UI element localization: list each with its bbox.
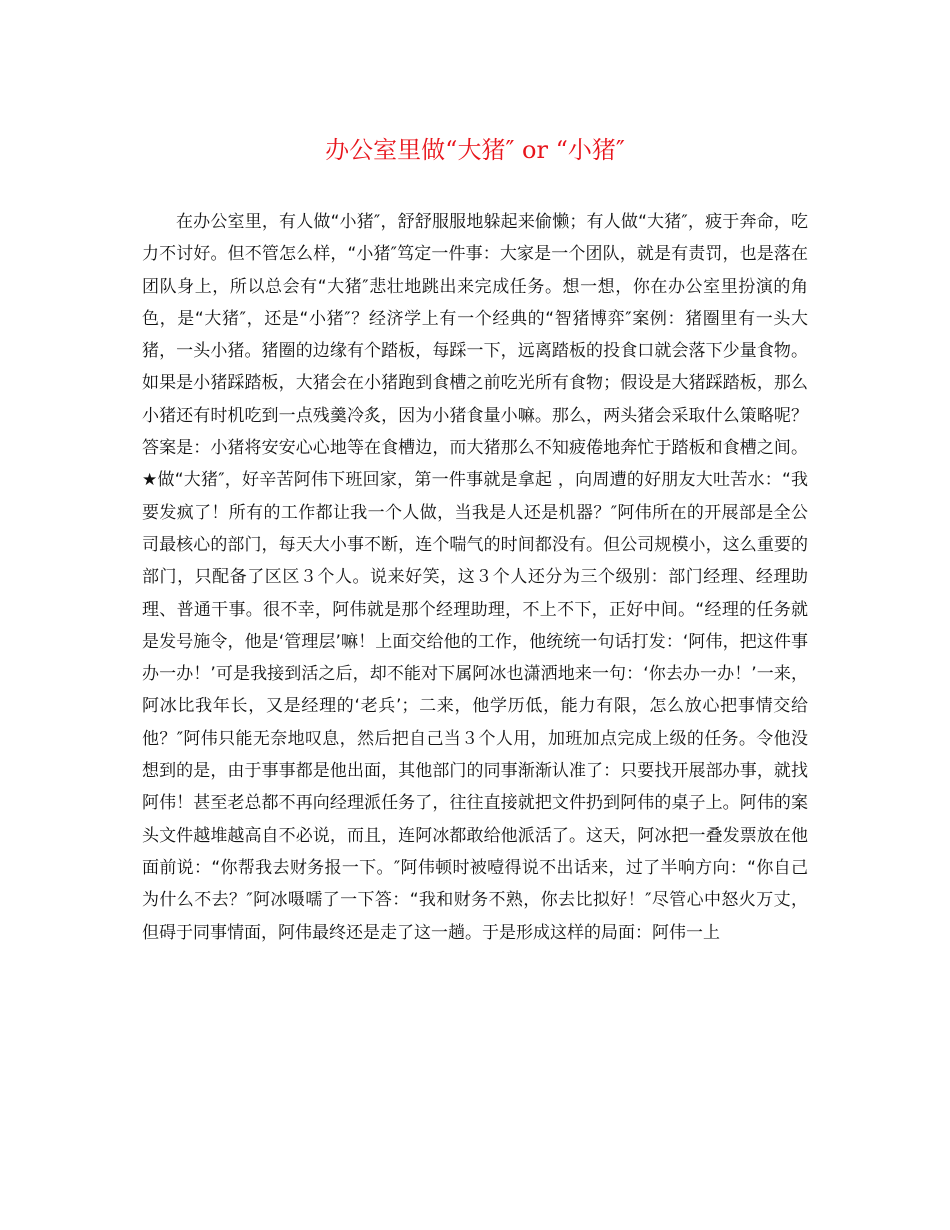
document-paragraph: 在办公室里，有人做“小猪″，舒舒服服地躲起来偷懒；有人做“大猪″，疲于奔命，吃力不讨好。但不管怎么样，“小猪″笃定一件事：大家是一个团队，就是有责罚，也是落在团队身上，所以总会有“大猪″悲壮地跳出来完成任务。想一想，你在办公室里扮演的角色，是“大猪″，还是“小猪″？经济学上有一个经典的“智猪博弈″案例：猪圈里有一头大猪，一头小猪。猪圈的边缘有个踏板，每踩一下，远离踏板的投食口就会落下少量食物。如果是小猪踩踏板，大猪会在小猪跑到食槽之前吃光所有食物；假设是大猪踩踏板，那么小猪还有时机吃到一点残羹冷炙，因为小猪食量小嘛。那么，两头猪会采取什么策略呢？答案是：小猪将安安心心地等在食槽边，而大猪那么不知疲倦地奔忙于踏板和食槽之间。★做“大猪″，好辛苦阿伟下班回家，第一件事就是拿起 ，向周遭的好朋友大吐苦水：“我要发疯了！所有的工作都让我一个人做，当我是人还是机器？″阿伟所在的开展部是全公司最核心的部门，每天大小事不断，连个喘气的时间都没有。但公司规模小，这么重要的部门，只配备了区区３个人。说来好笑，这３个人还分为三个级别：部门经理、经理助理、普通干事。很不幸，阿伟就是那个经理助理，不上不下，正好中间。“经理的任务就是发号施令，他是‘管理层’嘛！上面交给他的工作，他统统一句话打发：‘阿伟，把这件事办一办！’可是我接到活之后，却不能对下属阿冰也潇洒地来一句：‘你去办一办！’一来，阿冰比我年长，又是经理的‘老兵’；二来，他学历低，能力有限，怎么放心把事情交给他？″阿伟只能无奈地叹息，然后把自己当３个人用，加班加点完成上级的任务。令他没想到的是，由于事事都是他出面，其他部门的同事渐渐认准了：只要找开展部办事，就找阿伟！甚至老总都不再向经理派任务了，往往直接就把文件扔到阿伟的桌子上。阿伟的案头文件越堆越高自不必说，而且，连阿冰都敢给他派活了。这天，阿冰把一叠发票放在他面前说：“你帮我去财务报一下。″阿伟顿时被噎得说不出话来，过了半响方向：“你自己为什么不去？″阿冰嗫嚅了一下答：“我和财务不熟，你去比拟好！″尽管心中怒火万丈，但碍于同事情面，阿伟最终还是走了这一趟。于是形成这样的局面：阿伟一上 (142, 212, 808, 943)
document-title: 办公室里做“大猪″ or “小猪″ (325, 136, 625, 164)
